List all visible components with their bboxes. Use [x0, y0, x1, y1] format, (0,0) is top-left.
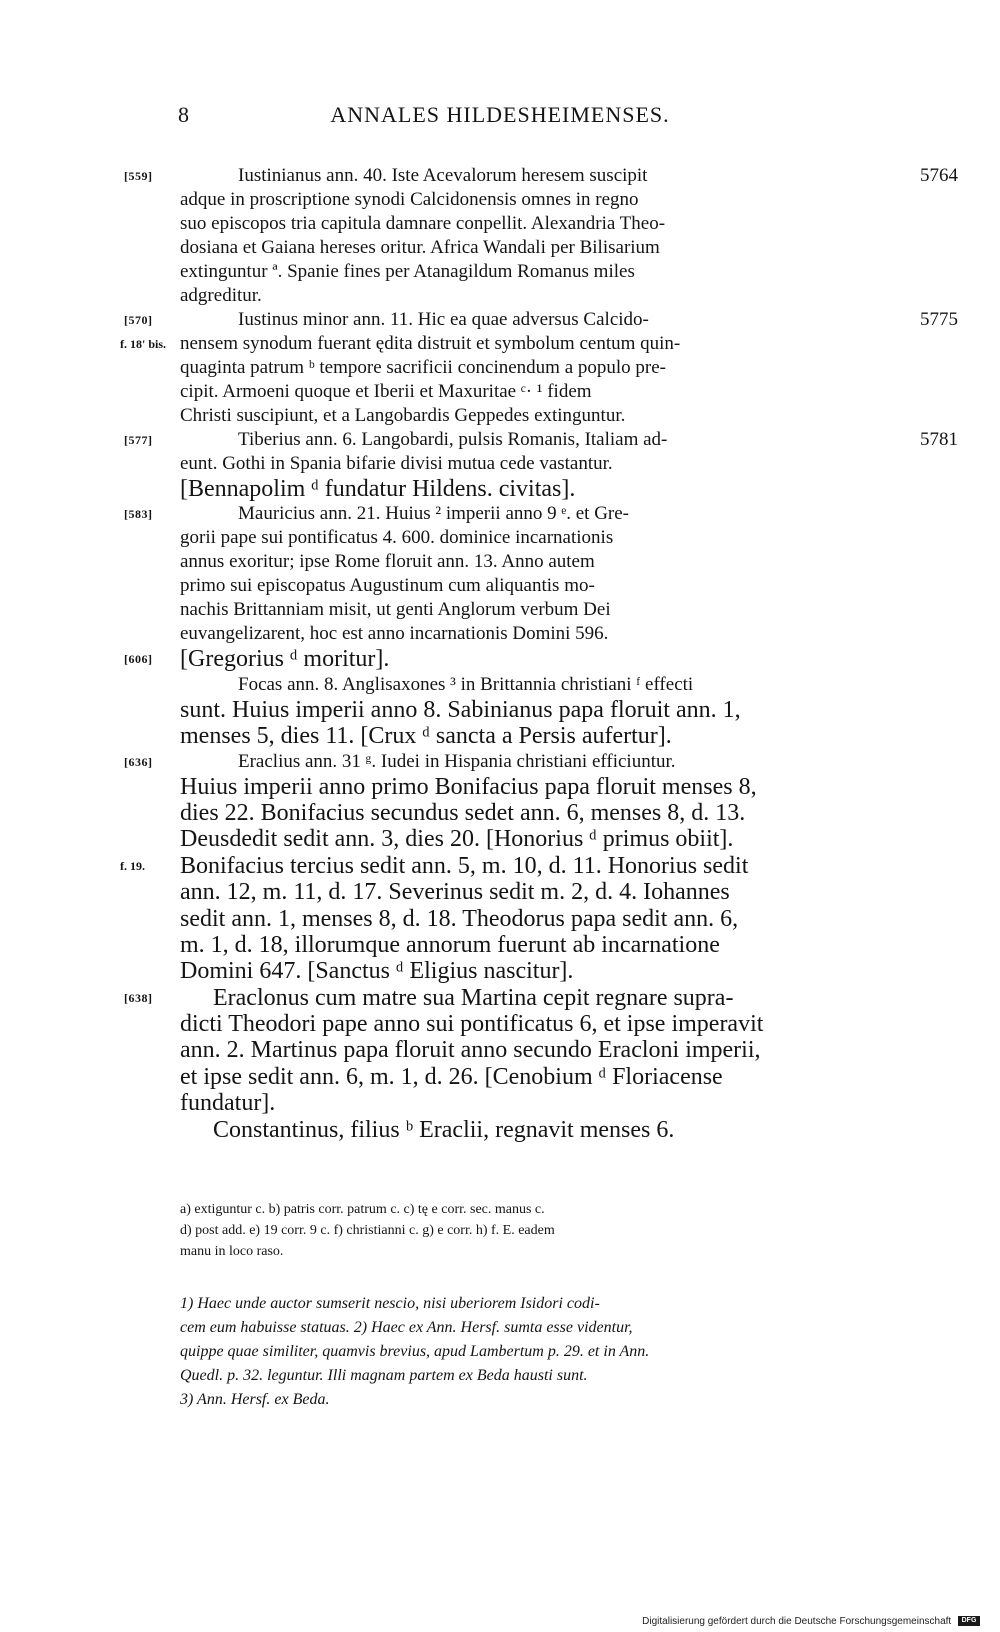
year-marker: [638] [124, 990, 153, 1005]
text-line: eunt. Gothi in Spania bifarie divisi mutua cede vastantur. [180, 453, 613, 474]
text-line: m. 1, d. 18, illorumque annorum fuerunt ab incarnatione [180, 931, 720, 958]
text-line: annus exoritur; ipse Rome floruit ann. 13. Anno autem [180, 551, 595, 573]
apparatus-line: manu in loco raso. [180, 1244, 284, 1259]
text-line: fundatur]. [180, 1090, 276, 1117]
text-line: menses 5, dies 11. [Crux ᵈ sancta a Persis aufertur]. [180, 723, 672, 750]
explanatory-notes [180, 1292, 907, 1412]
text-line: Constantinus, filius ᵇ Eraclii, regnavit menses 6. [213, 1116, 675, 1143]
text-line: sedit ann. 1, menses 8, d. 18. Theodorus papa sedit ann. 6, [180, 905, 739, 932]
text-line: [577] Tiberius ann. 6. Langobardi, pulsis Romanis, Italiam ad- 5781 [124, 429, 958, 450]
text-line: dicti Theodori pape anno sui pontificatus 6, et ipse imperavit [180, 1011, 764, 1038]
text-line: primo sui episcopatus Augustinum cum aliquantis mo- [180, 575, 595, 597]
text-line: dosiana et Gaiana hereses oritur. Africa Wandali per Bilisarium [180, 237, 660, 258]
anno-mundi: 5764 [920, 165, 958, 186]
text-line: euvangelizarent, hoc est anno incarnationis Domini 596. [180, 623, 609, 645]
text-line: extinguntur ª. Spanie fines per Atanagildum Romanus miles [180, 261, 635, 282]
text-line: f. 19. Bonifacius tercius sedit ann. 5, m. 10, d. 11. Honorius sedit [120, 852, 749, 879]
note-line: cem eum habuisse statuas. 2) Haec ex Ann. Hersf. sumta esse videntur, [180, 1319, 633, 1336]
text-line: gorii pape sui pontificatus 4. 600. dominice incarnationis [180, 527, 614, 549]
note-line: quippe quae similiter, quamvis brevius, apud Lambertum p. 29. et in Ann. [180, 1343, 650, 1360]
running-title: ANNALES HILDESHEIMENSES. [330, 102, 670, 127]
year-marker: [606] [124, 652, 153, 667]
funding-credit [642, 1616, 980, 1627]
text-line: ann. 2. Martinus papa floruit anno secundo Eracloni imperii, [180, 1037, 761, 1064]
critical-apparatus [180, 1199, 907, 1262]
text-line: [Bennapolim ᵈ fundatur Hildens. civitas]. [180, 476, 576, 502]
year-marker: [570] [124, 313, 153, 327]
text-line: Deusdedit sedit ann. 3, dies 20. [Honorius ᵈ primus obiit]. [180, 826, 734, 853]
folio-marker: f. 18' bis. [120, 337, 167, 351]
text-line: cipit. Armoeni quoque et Iberii et Maxuritae ᶜ· ¹ fidem [180, 381, 592, 402]
text-line: quaginta patrum ᵇ tempore sacrificii concinendum a populo pre- [180, 357, 666, 378]
text-line: [606] [Gregorius ᵈ moritur]. [124, 646, 390, 673]
folio-marker: f. 19. [120, 858, 145, 873]
text-line: [583] Mauricius ann. 21. Huius ² imperii anno 9 ᵉ. et Gre- [124, 503, 630, 525]
year-marker: [559] [124, 169, 153, 183]
apparatus-line: a) extiguntur c. b) patris corr. patrum c. c) tę e corr. sec. manus c. [180, 1202, 545, 1217]
main-text [120, 164, 958, 1143]
text-line: adgreditur. [180, 285, 262, 306]
text-line: nachis Brittanniam misit, ut genti Anglorum verbum Dei [180, 599, 611, 621]
apparatus-line: d) post add. e) 19 corr. 9 c. f) christianni c. g) e corr. h) f. E. eadem [180, 1223, 555, 1238]
credit-text: Digitalisierung gefördert durch die Deutsche Forschungsgemeinschaft [642, 1616, 952, 1627]
note-line: 1) Haec unde auctor sumserit nescio, nisi uberiorem Isidori codi- [180, 1295, 600, 1312]
page-header [0, 102, 1000, 134]
text-line: ann. 12, m. 11, d. 17. Severinus sedit m. 2, d. 4. Iohannes [180, 879, 730, 906]
year-marker: [577] [124, 433, 153, 447]
text-line: dies 22. Bonifacius secundus sedet ann. 6, menses 8, d. 13. [180, 799, 746, 826]
text-line: [636] Eraclius ann. 31 ᵍ. Iudei in Hispania christiani efficiuntur. [124, 750, 676, 772]
text-line: [559] Iustinianus ann. 40. Iste Acevalorum heresem suscipit 5764 [124, 165, 958, 186]
text-line: Focas ann. 8. Anglisaxones ³ in Brittannia christiani ᶠ effecti [238, 673, 694, 695]
text-line: [570] Iustinus minor ann. 11. Hic ea quae adversus Calcido- 5775 [124, 309, 958, 330]
text-line: f. 18' bis. nensem synodum fuerant ędita distruit et symbolum centum quin- [120, 333, 681, 354]
year-marker: [636] [124, 754, 153, 769]
dfg-logo: DFG [958, 1616, 980, 1626]
text-line: [638] Eraclonus cum matre sua Martina cepit regnare supra- [124, 984, 734, 1011]
year-marker: [583] [124, 507, 153, 522]
note-line: Quedl. p. 32. leguntur. Illi magnam partem ex Beda hausti sunt. [180, 1367, 588, 1384]
page-number: 8 [178, 102, 189, 127]
anno-mundi: 5781 [920, 429, 958, 450]
text-line: et ipse sedit ann. 6, m. 1, d. 26. [Cenobium ᵈ Floriacense [180, 1063, 723, 1090]
note-line: 3) Ann. Hersf. ex Beda. [180, 1391, 330, 1408]
text-line: Domini 647. [Sanctus ᵈ Eligius nascitur]. [180, 958, 574, 985]
text-line: sunt. Huius imperii anno 8. Sabinianus papa floruit ann. 1, [180, 696, 741, 723]
text-line: Christi suscipiunt, et a Langobardis Geppedes extinguntur. [180, 405, 626, 426]
text-line: suo episcopos tria capitula damnare conpellit. Alexandria Theo- [180, 213, 666, 234]
text-line: adque in proscriptione synodi Calcidonensis omnes in regno [180, 189, 639, 210]
anno-mundi: 5775 [920, 309, 958, 330]
text-line: Huius imperii anno primo Bonifacius papa floruit menses 8, [180, 773, 757, 800]
